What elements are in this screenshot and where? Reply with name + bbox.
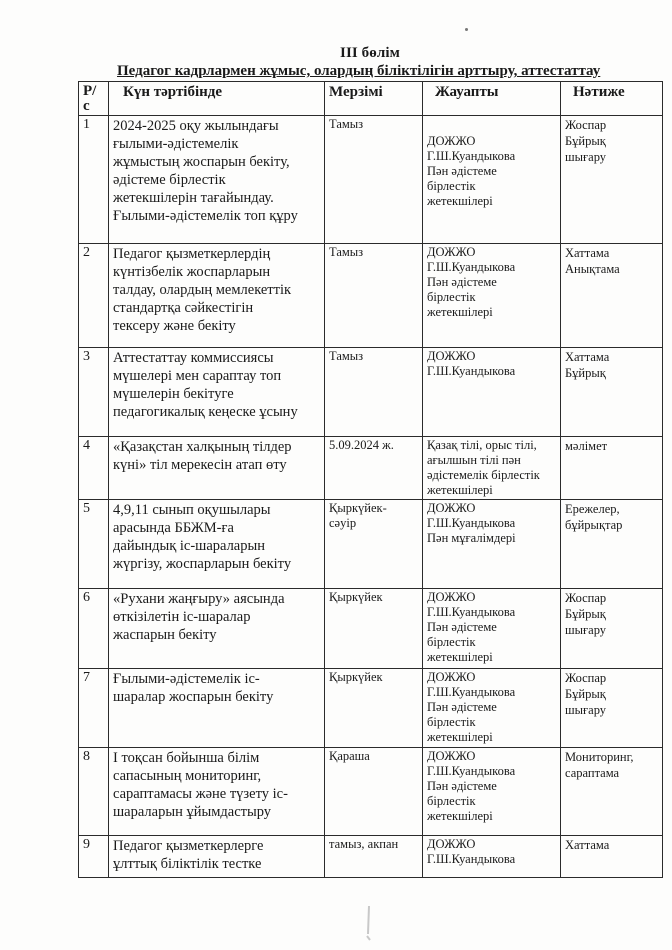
result-line: Хаттама <box>565 838 610 852</box>
responsible-line: бірлестік <box>427 290 476 304</box>
task-line: Ғылыми-әдістемелік іс- <box>113 671 260 687</box>
result-line: шығару <box>565 150 607 164</box>
task-line: Педагог қызметкерлердің <box>113 246 271 262</box>
task-line: арасында ББЖМ-ға <box>113 520 234 536</box>
deadline-cell <box>325 500 423 589</box>
responsible-line: Пән әдістеме <box>427 700 497 714</box>
result-cell <box>561 500 663 589</box>
deadline-cell <box>325 589 423 669</box>
responsible-line: ДОЖЖО <box>427 837 476 851</box>
cell-spacer <box>427 117 556 134</box>
responsible-line: жетекшілері <box>427 809 493 823</box>
task-line: дайындық іс-шараларын <box>113 538 265 554</box>
responsible-line: Пән әдістеме <box>427 164 497 178</box>
task-line: жүргізу, жоспарларын бекіту <box>113 556 292 572</box>
result-line: Мониторинг, <box>565 750 634 764</box>
task-line: 2024-2025 оқу жылындағы <box>113 118 279 134</box>
table-header-row <box>79 82 663 116</box>
responsible-cell <box>423 244 561 348</box>
task-cell <box>109 348 325 437</box>
result-line: Ережелер, <box>565 502 620 516</box>
result-line: Жоспар <box>565 118 607 132</box>
table-row <box>79 116 663 244</box>
row-number: 6 <box>79 589 109 669</box>
row-number: 8 <box>79 748 109 836</box>
result-line: Бұйрық <box>565 366 606 380</box>
task-line: жұмыстың жоспарын бекіту, <box>113 154 290 170</box>
responsible-line: Қазақ тілі, орыс тілі, <box>427 438 537 452</box>
result-line: Бұйрық <box>565 607 606 621</box>
responsible-line: әдістемелік бірлестік <box>427 468 540 482</box>
table-row <box>79 589 663 669</box>
deadline-line: Қыркүйек <box>329 590 383 604</box>
responsible-line: ДОЖЖО <box>427 349 476 363</box>
responsible-line: ДОЖЖО <box>427 245 476 259</box>
task-line: мүшелері мен сараптау топ <box>113 368 282 384</box>
result-cell <box>561 836 663 878</box>
deadline-cell <box>325 437 423 500</box>
responsible-line: Пән әдістеме <box>427 275 497 289</box>
plan-table <box>78 81 663 878</box>
responsible-line: Г.Ш.Куандыкова <box>427 605 516 619</box>
result-line: Хаттама <box>565 350 610 364</box>
responsible-cell <box>423 669 561 748</box>
result-cell <box>561 348 663 437</box>
task-line: «Рухани жаңғыру» аясында <box>113 591 285 607</box>
result-line: сараптама <box>565 766 620 780</box>
deadline-cell <box>325 348 423 437</box>
responsible-line: жетекшілері <box>427 730 493 744</box>
task-cell <box>109 244 325 348</box>
row-number: 4 <box>79 437 109 500</box>
responsible-line: бірлестік <box>427 635 476 649</box>
task-cell <box>109 437 325 500</box>
task-line: педагогикалық кеңеске ұсыну <box>113 404 298 420</box>
task-cell <box>109 589 325 669</box>
responsible-line: жетекшілері <box>427 305 493 319</box>
deadline-cell <box>325 244 423 348</box>
result-line: шығару <box>565 703 607 717</box>
task-line: шаралар жоспарын бекіту <box>113 689 274 705</box>
task-line: мүшелерін бекітуге <box>113 386 234 402</box>
responsible-cell <box>423 500 561 589</box>
deadline-line: Тамыз <box>329 349 364 363</box>
responsible-cell <box>423 348 561 437</box>
task-line: Аттестаттау коммиссиясы <box>113 350 274 366</box>
deadline-cell <box>325 116 423 244</box>
responsible-line: Пән мұғалімдері <box>427 531 516 545</box>
result-line: Хаттама <box>565 246 610 260</box>
responsible-line: бірлестік <box>427 715 476 729</box>
task-line: талдау, олардың мемлекеттік <box>113 282 292 298</box>
deadline-line: Тамыз <box>329 117 364 131</box>
task-cell <box>109 836 325 878</box>
responsible-line: Пән әдістеме <box>427 779 497 793</box>
header-task: Күн тәртібінде <box>109 82 325 116</box>
deadline-line: Қыркүйек <box>329 670 383 684</box>
task-line: сапасының мониторинг, <box>113 768 262 784</box>
task-line: ғылыми-әдістемелік <box>113 136 239 152</box>
deadline-cell <box>325 836 423 878</box>
result-cell <box>561 589 663 669</box>
task-line: шараларын ұйымдастыру <box>113 804 272 820</box>
task-line: Ғылыми-әдістемелік топ құру <box>113 208 298 224</box>
task-line: күнтізбелік жоспарларын <box>113 264 271 280</box>
responsible-cell <box>423 589 561 669</box>
responsible-line: Г.Ш.Куандыкова <box>427 852 516 866</box>
result-line: Бұйрық <box>565 687 606 701</box>
result-line: шығару <box>565 623 607 637</box>
task-line: стандартқа сәйкестігін <box>113 300 254 316</box>
table-row <box>79 836 663 878</box>
task-cell <box>109 748 325 836</box>
section-subtitle: Педагог кадрлармен жұмыс, олардың біліктілігін арттыру, аттестаттау <box>117 63 601 79</box>
row-number: 9 <box>79 836 109 878</box>
result-cell <box>561 748 663 836</box>
result-cell <box>561 244 663 348</box>
responsible-line: ДОЖЖО <box>427 134 476 148</box>
responsible-line: Г.Ш.Куандыкова <box>427 685 516 699</box>
task-line: өткізілетін іс-шаралар <box>113 609 251 625</box>
task-line: ұлттық біліктілік тестке <box>113 856 262 872</box>
responsible-line: бірлестік <box>427 179 476 193</box>
deadline-line: сәуір <box>329 516 357 530</box>
row-number: 7 <box>79 669 109 748</box>
result-line: мәлімет <box>565 439 608 453</box>
header-responsible: Жауапты <box>423 82 561 116</box>
responsible-cell <box>423 437 561 500</box>
task-line: жаспарын бекіту <box>113 627 217 643</box>
table-row <box>79 669 663 748</box>
table-row <box>79 348 663 437</box>
scan-speck <box>465 28 468 31</box>
responsible-line: ағылшын тілі пән <box>427 453 521 467</box>
responsible-line: ДОЖЖО <box>427 670 476 684</box>
responsible-line: ДОЖЖО <box>427 590 476 604</box>
result-line: Анықтама <box>565 262 620 276</box>
responsible-line: ДОЖЖО <box>427 749 476 763</box>
task-line: әдістеме бірлестік <box>113 172 226 188</box>
responsible-line: бірлестік <box>427 794 476 808</box>
result-line: бұйрықтар <box>565 518 623 532</box>
responsible-line: жетекшілері <box>427 650 493 664</box>
responsible-cell <box>423 836 561 878</box>
deadline-line: Қыркүйек- <box>329 501 387 515</box>
result-cell <box>561 437 663 500</box>
result-line: Бұйрық <box>565 134 606 148</box>
responsible-line: Г.Ш.Куандыкова <box>427 149 516 163</box>
responsible-line: Г.Ш.Куандыкова <box>427 260 516 274</box>
pen-mark <box>362 904 376 944</box>
responsible-line: Г.Ш.Куандыкова <box>427 516 516 530</box>
task-line: І тоқсан бойынша білім <box>113 750 260 766</box>
row-number: 2 <box>79 244 109 348</box>
task-line: «Қазақстан халқының тілдер <box>113 439 292 455</box>
responsible-cell <box>423 116 561 244</box>
task-line: жетекшілерін тағайындау. <box>113 190 274 206</box>
table-row <box>79 244 663 348</box>
task-cell <box>109 116 325 244</box>
responsible-cell <box>423 748 561 836</box>
task-line: күні» тіл мерекесін атап өту <box>113 457 287 473</box>
task-line: сараптамасы және түзету іс- <box>113 786 288 802</box>
header-result: Нәтиже <box>561 82 663 116</box>
responsible-line: жетекшілері <box>427 194 493 208</box>
header-num-line: Р/ <box>83 83 97 99</box>
deadline-line: 5.09.2024 ж. <box>329 438 394 452</box>
responsible-line: ДОЖЖО <box>427 501 476 515</box>
responsible-line: жетекшілері <box>427 483 493 497</box>
table-row <box>79 748 663 836</box>
responsible-line: Пән әдістеме <box>427 620 497 634</box>
result-cell <box>561 116 663 244</box>
task-line: Педагог қызметкерлерге <box>113 838 264 854</box>
section-title: III бөлім <box>340 45 400 61</box>
deadline-cell <box>325 748 423 836</box>
deadline-cell <box>325 669 423 748</box>
deadline-line: Тамыз <box>329 245 364 259</box>
header-num-line: с <box>83 98 90 114</box>
task-line: тексеру және бекіту <box>113 318 236 334</box>
task-line: 4,9,11 сынып оқушылары <box>113 502 271 518</box>
result-cell <box>561 669 663 748</box>
table-row <box>79 437 663 500</box>
table-row <box>79 500 663 589</box>
result-line: Жоспар <box>565 591 607 605</box>
task-cell <box>109 500 325 589</box>
deadline-line: тамыз, акпан <box>329 837 399 851</box>
responsible-line: Г.Ш.Куандыкова <box>427 364 516 378</box>
result-line: Жоспар <box>565 671 607 685</box>
task-cell <box>109 669 325 748</box>
header-num <box>79 82 109 116</box>
row-number: 5 <box>79 500 109 589</box>
responsible-line: Г.Ш.Куандыкова <box>427 764 516 778</box>
row-number: 3 <box>79 348 109 437</box>
header-deadline: Мерзімі <box>325 82 423 116</box>
row-number: 1 <box>79 116 109 244</box>
deadline-line: Қараша <box>329 749 370 763</box>
